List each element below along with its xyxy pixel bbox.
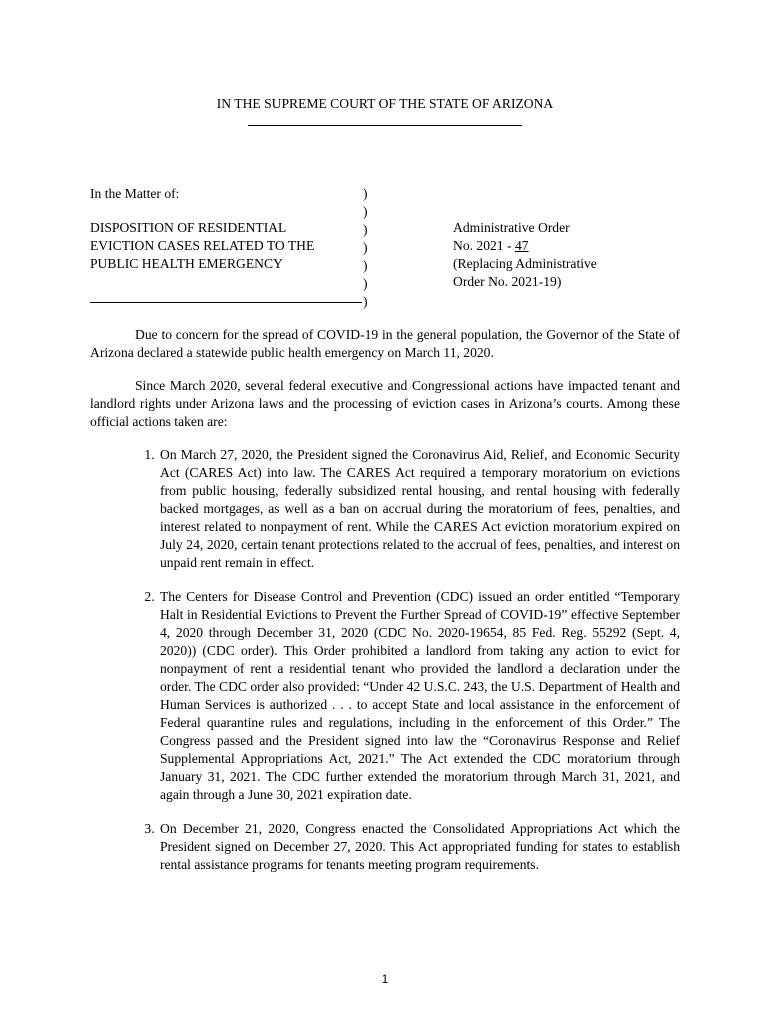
matter-intro: In the Matter of: xyxy=(90,186,180,201)
matter-line: DISPOSITION OF RESIDENTIAL xyxy=(90,220,287,235)
order-body xyxy=(90,326,680,890)
replacing-line: Order No. 2021-19) xyxy=(453,274,562,289)
court-title: IN THE SUPREME COURT OF THE STATE OF ARIZONA xyxy=(216,96,554,111)
paren: ) xyxy=(363,186,368,201)
paren: ) xyxy=(363,276,368,291)
list-item: 3. On December 21, 2020, Congress enacted the Consolidated Appropriations Act which the President signed on December 27, 2020. This Act appropriated funding for states to establish rental assistance programs for tenants meeting program requirements. xyxy=(158,820,680,874)
list-item: 1. On March 27, 2020, the President signed the Coronavirus Aid, Relief, and Economic Security Act (CARES Act) into law. The CARES Act required a temporary moratorium on evictions from public housing, federally subsidized rental housing, and rental housing with federally backed mortgages, as well as a ban on accrual during the moratorium of fees, penalties, and interest related to nonpayment of rent. While the CARES Act eviction moratorium expired on July 24, 2020, certain tenant protections related to the accrual of fees, penalties, and interest on unpaid rent remain in effect. xyxy=(158,446,680,572)
matter-block xyxy=(90,185,360,273)
paren: ) xyxy=(363,258,368,273)
order-number xyxy=(453,237,673,255)
paren: ) xyxy=(363,294,368,309)
page-number: 1 xyxy=(381,972,389,986)
order-number-prefix: No. 2021 - xyxy=(453,238,515,253)
matter-line: EVICTION CASES RELATED TO THE xyxy=(90,238,315,253)
matter-line: PUBLIC HEALTH EMERGENCY xyxy=(90,256,283,271)
paren: ) xyxy=(363,222,368,237)
order-label: Administrative Order xyxy=(453,220,570,235)
caption-rule xyxy=(90,302,362,303)
order-number-suffix: 47 xyxy=(514,238,529,253)
list-item: 2. The Centers for Disease Control and Prevention (CDC) issued an order entitled “Temporary Halt in Residential Evictions to Prevent the Further Spread of COVID-19” effective September 4, 2020 through December 31, 2020 (CDC No. 2020-19654, 85 Fed. Reg. 55292 (Sept. 4, 2020)) (CDC order). This Order prohibited a landlord from taking any action to evict for nonpayment of rent a residential tenant who provided the landlord a declaration under the order. The CDC order also provided: “Under 42 U.S.C. 243, the U.S. Department of Health and Human Services is authorized . . . to accept State and local assistance in the enforcement of Federal quarantine rules and regulations, including in the enforcement of this Order.” The Congress passed and the President signed into law the “Coronavirus Response and Relief Supplemental Appropriations Act, 2021.” The Act extended the CDC moratorium through January 31, 2021. The CDC further extended the moratorium through March 31, 2021, and again through a June 30, 2021 expiration date. xyxy=(158,588,680,804)
case-caption xyxy=(90,185,690,310)
action-list xyxy=(90,446,680,874)
paren: ) xyxy=(363,240,368,255)
replacing-line: (Replacing Administrative xyxy=(453,256,597,271)
paragraph: Due to concern for the spread of COVID-19 in the general population, the Governor of the State of Arizona declared a statewide public health emergency on March 11, 2020. xyxy=(90,327,680,360)
paragraph: Since March 2020, several federal executive and Congressional actions have impacted tenant and landlord rights under Arizona laws and the processing of eviction cases in Arizona’s courts. Among these official actions taken are: xyxy=(90,378,680,429)
caption-parens xyxy=(363,185,373,311)
order-block xyxy=(453,219,673,291)
title-rule xyxy=(248,125,522,126)
paren: ) xyxy=(363,204,368,219)
